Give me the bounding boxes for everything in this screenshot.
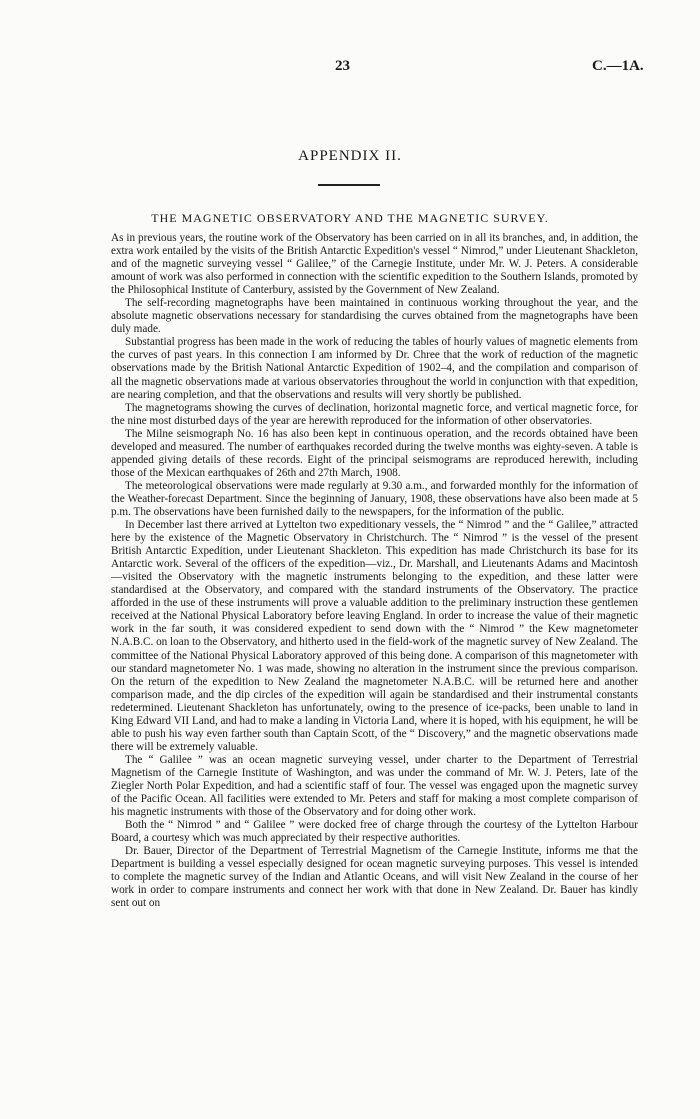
- paragraph: Dr. Bauer, Director of the Department of Terrestrial Magnetism of the Carnegie Institute, informs me that the Department is building a vessel especially designed for ocean magnetic surveying purposes. This vessel is intended to complete the magnetic survey of the Indian and Atlantic Oceans, and will visit New Zealand in the course of her work in order to compare instruments and connect her work with that done in New Zealand. Dr. Bauer has kindly sent out on: [111, 845, 638, 910]
- paragraph: The meteorological observations were made regularly at 9.30 a.m., and forwarded monthly for the information of the Weather-forecast Department. Since the beginning of January, 1908, these observations have also been made at 5 p.m. The observations have been furnished daily to the newspapers, for the information of the public.: [111, 479, 638, 518]
- page-header: [0, 58, 700, 82]
- paragraph: Substantial progress has been made in the work of reducing the tables of hourly values of magnetic elements from the curves of past years. In this connection I am informed by Dr. Chree that the work of reduction of the magnetic observations made by the British National Antarctic Expedition of 1902–4, and the compilation and comparison of all the magnetic observations made at various observatories throughout the world in conjunction with that expedition, are nearing completion, and that the observations and results will very shortly be published.: [111, 336, 638, 401]
- title-divider: [318, 184, 380, 186]
- paragraph: The Milne seismograph No. 16 has also been kept in continuous operation, and the records obtained have been developed and measured. The number of earthquakes recorded during the twelve months was eighty-seven. A table is appended giving details of these records. Eight of the principal seismograms are reproduced herewith, including those of the Mexican earthquakes of 26th and 27th March, 1908.: [111, 427, 638, 479]
- page-number: 23: [335, 58, 350, 74]
- paragraph: As in previous years, the routine work of the Observatory has been carried on in all its branches, and, in addition, the extra work entailed by the visits of the British Antarctic Expedition's vessel “ Nimrod,” under Lieutenant Shackleton, and of the magnetic surveying vessel “ Galilee,” of the Carnegie Institute, under Mr. W. J. Peters. A considerable amount of work was also performed in connection with the scientific expedition to the Southern Islands, promoted by the Philosophical Institute of Canterbury, assisted by the Government of New Zealand.: [111, 232, 638, 297]
- paragraph: In December last there arrived at Lyttelton two expeditionary vessels, the “ Nimrod ” and the “ Galilee,” attracted here by the existence of the Magnetic Observatory in Christchurch. The “ Nimrod ” is the vessel of the present British Antarctic Expedition, under Lieutenant Shackleton. This expedition has made Christchurch its base for its Antarctic work. Several of the officers of the expedition—viz., Dr. Marshall, and Lieutenants Adams and Macintosh—visited the Observatory with the magnetic instruments belonging to the expedition, and these latter were standardised at the Observatory, and compared with the standard instruments of the Observatory. The practice afforded in the use of these instruments will prove a valuable addition to the preliminary instruction these gentlemen received at the National Physical Laboratory before leaving England. In order to increase the value of their magnetic work in the far south, it was considered expedient to send down with the “ Nimrod ” the Kew magnetometer N.A.B.C. on loan to the Observatory, and hitherto used in the field-work of the magnetic survey of New Zealand. The committee of the National Physical Laboratory approved of this being done. A comparison of this magnetometer with our standard magnetometer No. 1 was made, showing no alteration in the instrument since the previous comparison. On the return of the expedition to New Zealand the magnetometer N.A.B.C. will be returned here and another comparison made, and the dip circles of the expedition will again be standardised and their instrumental constants redetermined. Lieutenant Shackleton has unfortunately, owing to the presence of ice-packs, been unable to land in King Edward VII Land, and had to make a landing in Victoria Land, where it is hoped, with his equipment, he will be able to push his way even farther south than Captain Scott, of the “ Discovery,” and the magnetic observations made there will be extremely valuable.: [111, 519, 638, 753]
- paragraph: The “ Galilee ” was an ocean magnetic surveying vessel, under charter to the Department of Terrestrial Magnetism of the Carnegie Institute of Washington, and was under the command of Mr. W. J. Peters, late of the Ziegler North Polar Expedition, and had a scientific staff of four. The vessel was engaged upon the magnetic survey of the Pacific Ocean. All facilities were extended to Mr. Peters and staff for making a most complete comparison of his magnetic instruments with those of the Observatory and for doing other work.: [111, 753, 638, 819]
- paragraph: The self-recording magnetographs have been maintained in continuous working throughout the year, and the absolute magnetic observations necessary for standardising the curves obtained from the magnetographs have been duly made.: [111, 297, 638, 336]
- appendix-title: APPENDIX II.: [298, 148, 402, 164]
- paragraph: The magnetograms showing the curves of declination, horizontal magnetic force, and vertical magnetic force, for the nine most disturbed days of the year are herewith reproduced for the information of other observatories.: [111, 401, 638, 427]
- body-text: [111, 232, 638, 910]
- document-code: C.—1A.: [592, 58, 644, 74]
- paragraph: Both the “ Nimrod ” and “ Galilee ” were docked free of charge through the courtesy of the Lyttelton Harbour Board, a courtesy which was much appreciated by their respective authorities.: [111, 819, 638, 845]
- section-title: THE MAGNETIC OBSERVATORY AND THE MAGNETIC SURVEY.: [151, 211, 549, 225]
